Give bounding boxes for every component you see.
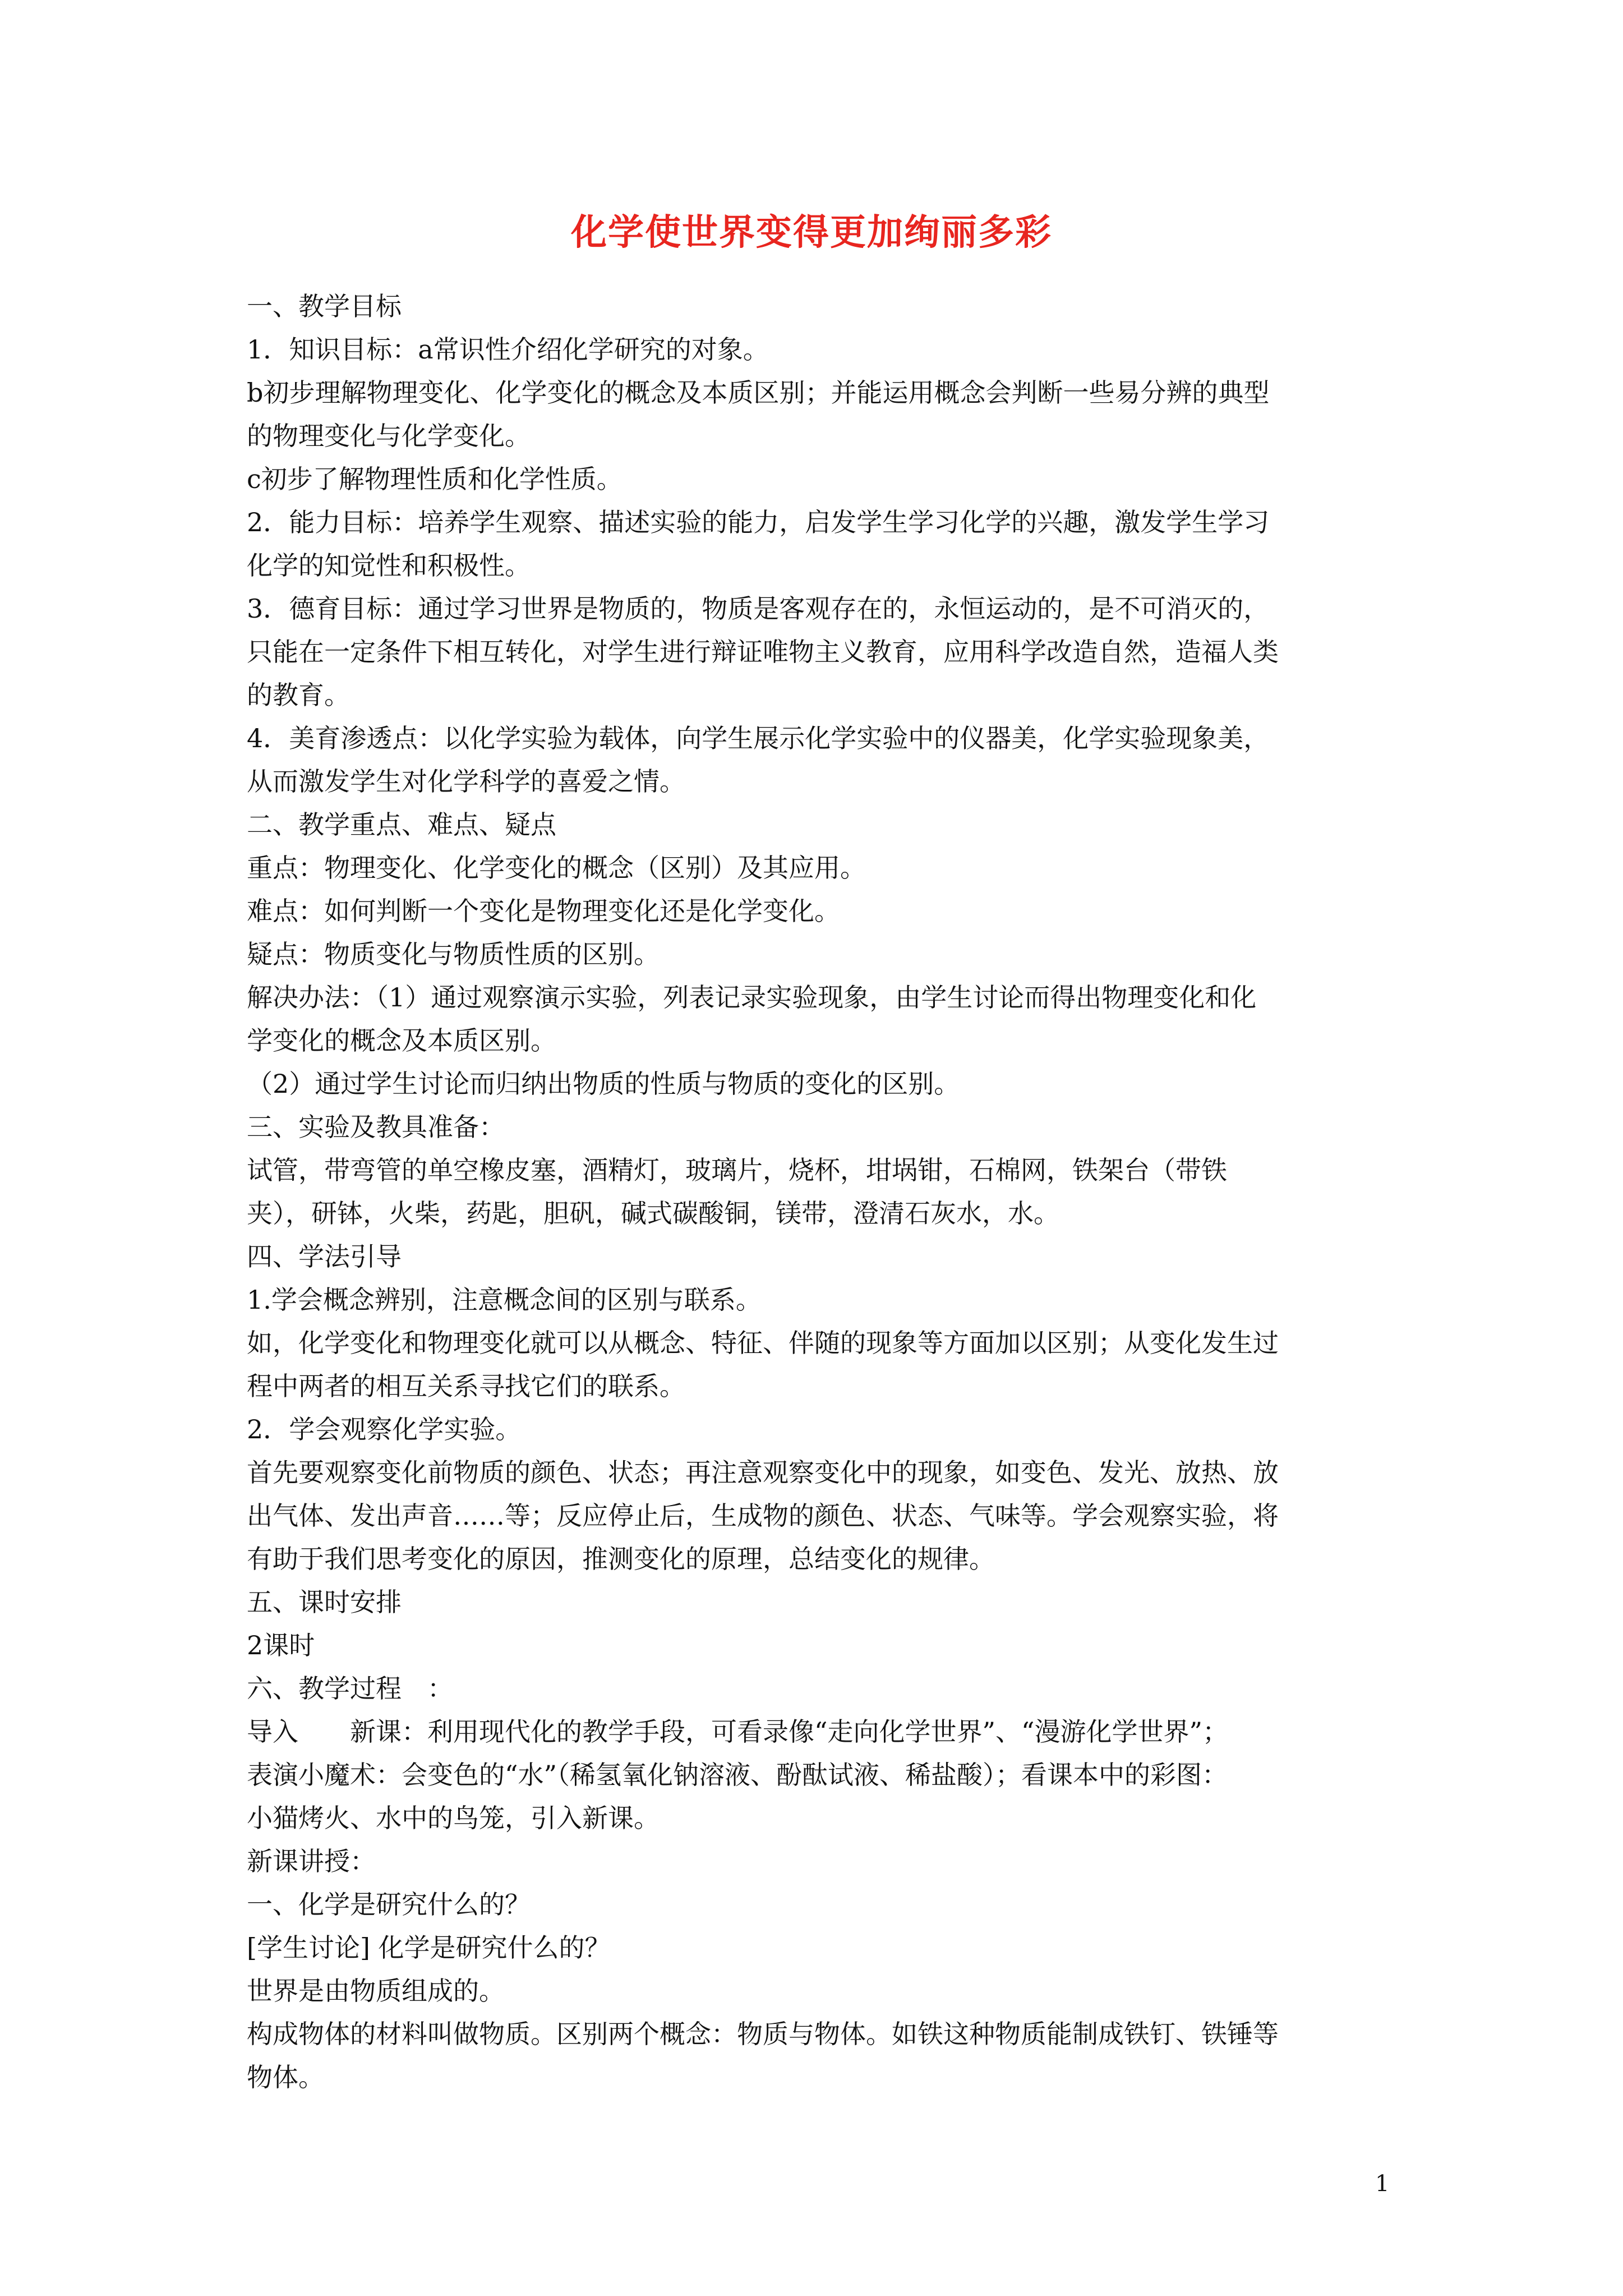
- text-line: 的教育。: [247, 680, 350, 710]
- text-line: 化学的知觉性和积极性。: [247, 550, 531, 581]
- text-line: 试管，带弯管的单空橡皮塞，酒精灯，玻璃片，烧杯，坩埚钳，石棉网，铁架台（带铁: [247, 1155, 1227, 1185]
- text-line: 小猫烤火、水中的鸟笼，引入新课。: [247, 1803, 660, 1833]
- text-line: 物体。: [247, 2062, 324, 2092]
- text-line: 一、化学是研究什么的？: [247, 1889, 531, 1920]
- page-number: 1: [1375, 2171, 1390, 2197]
- text-line: 难点：如何判断一个变化是物理变化还是化学变化。: [247, 896, 840, 926]
- text-line: 有助于我们思考变化的原因，推测变化的原理，总结变化的规律。: [247, 1544, 995, 1574]
- text-line: 4．美育渗透点：以化学实验为载体，向学生展示化学实验中的仪器美，化学实验现象美，: [247, 723, 1270, 753]
- text-line: 新课讲授：: [247, 1846, 376, 1876]
- text-line: 从而激发学生对化学科学的喜爱之情。: [247, 766, 685, 797]
- text-line: 构成物体的材料叫做物质。区别两个概念：物质与物体。如铁这种物质能制成铁钉、铁锤等: [247, 2019, 1279, 2049]
- document-body: [247, 285, 1391, 2099]
- text-line: 四、学法引导: [247, 1241, 402, 1272]
- text-line: 1．知识目标：a常识性介绍化学研究的对象。: [247, 334, 769, 365]
- text-line: 解决办法：（1）通过观察演示实验，列表记录实验现象，由学生讨论而得出物理变化和化: [247, 982, 1257, 1013]
- text-line: 程中两者的相互关系寻找它们的联系。: [247, 1371, 685, 1401]
- text-line: （2）通过学生讨论而归纳出物质的性质与物质的变化的区别。: [247, 1069, 960, 1099]
- text-line: 一、教学目标: [247, 291, 402, 321]
- text-line: 只能在一定条件下相互转化，对学生进行辩证唯物主义教育，应用科学改造自然，造福人类: [247, 637, 1279, 667]
- text-line: 首先要观察变化前物质的颜色、状态；再注意观察变化中的现象，如变色、发光、放热、放: [247, 1457, 1279, 1488]
- text-line: [学生讨论] 化学是研究什么的？: [247, 1932, 611, 1963]
- text-line: c初步了解物理性质和化学性质。: [247, 464, 623, 494]
- text-line: 3．德育目标：通过学习世界是物质的，物质是客观存在的，永恒运动的，是不可消灭的，: [247, 593, 1270, 624]
- text-line: 学变化的概念及本质区别。: [247, 1025, 556, 1056]
- document-title: 化学使世界变得更加绚丽多彩: [571, 211, 1052, 254]
- text-line: 重点：物理变化、化学变化的概念（区别）及其应用。: [247, 853, 866, 883]
- text-line: 的物理变化与化学变化。: [247, 421, 531, 451]
- text-line: 世界是由物质组成的。: [247, 1976, 505, 2006]
- text-line: b初步理解物理变化、化学变化的概念及本质区别；并能运用概念会判断一些易分辨的典型: [247, 378, 1270, 408]
- text-line: 2．学会观察化学实验。: [247, 1414, 522, 1444]
- text-line: 五、课时安排: [247, 1587, 402, 1617]
- text-line: 出气体、发出声音……等；反应停止后，生成物的颜色、状态、气味等。学会观察实验，将: [247, 1501, 1279, 1531]
- text-line: 导入 新课：利用现代化的教学手段，可看录像“走向化学世界”、“漫游化学世界”；: [247, 1717, 1229, 1747]
- text-line: 夹），研钵，火柴，药匙，胆矾，碱式碳酸铜，镁带，澄清石灰水，水。: [247, 1198, 1059, 1228]
- text-line: 2．能力目标：培养学生观察、描述实验的能力，启发学生学习化学的兴趣，激发学生学习: [247, 507, 1270, 537]
- text-line: 疑点：物质变化与物质性质的区别。: [247, 939, 660, 969]
- text-line: 2课时: [247, 1630, 315, 1660]
- text-line: 三、实验及教具准备：: [247, 1112, 505, 1142]
- text-line: 如，化学变化和物理变化就可以从概念、特征、伴随的现象等方面加以区别；从变化发生过: [247, 1328, 1279, 1358]
- text-line: 二、教学重点、难点、疑点: [247, 809, 556, 840]
- text-line: 表演小魔术：会变色的“水”（稀氢氧化钠溶液、酚酞试液、稀盐酸）；看课本中的彩图：: [247, 1760, 1228, 1790]
- text-line: 六、教学过程 ：: [247, 1673, 453, 1704]
- text-line: 1.学会概念辨别，注意概念间的区别与联系。: [247, 1285, 762, 1315]
